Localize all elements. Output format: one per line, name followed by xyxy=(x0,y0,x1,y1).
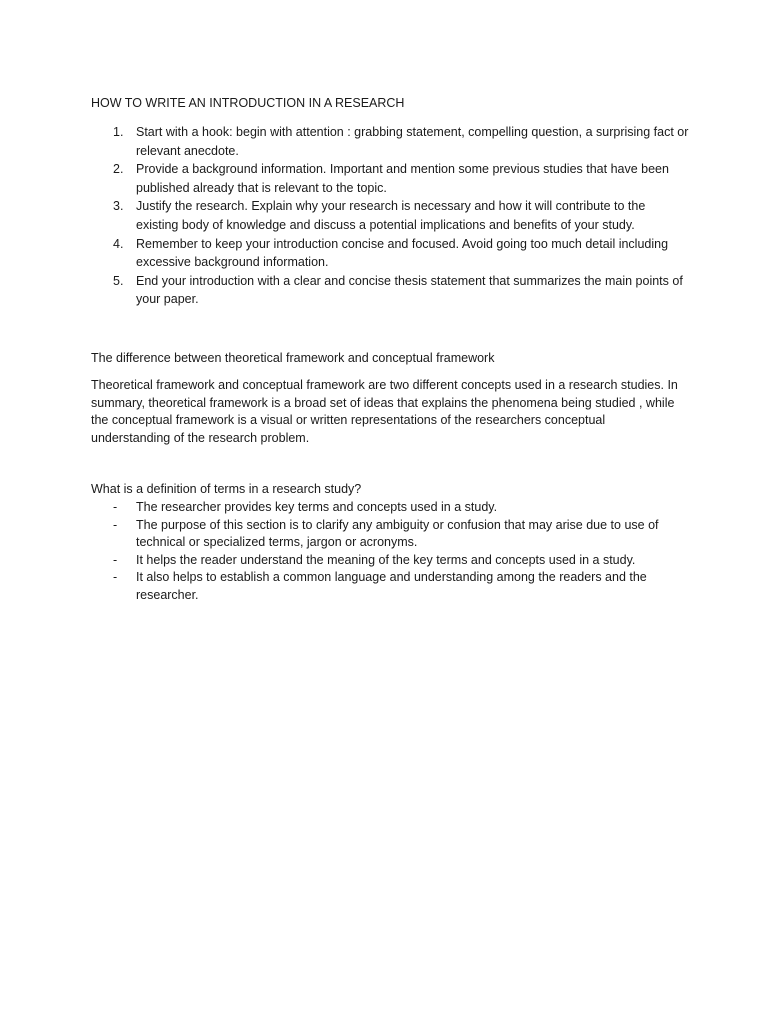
list-item xyxy=(91,123,691,160)
list-item-number: 3. xyxy=(113,199,124,214)
bullet-dash: - xyxy=(113,499,118,514)
definition-question: What is a definition of terms in a research study? xyxy=(91,482,362,497)
list-item-text: Remember to keep your introduction concise and focused. Avoid going too much detail including excessive background information. xyxy=(136,236,669,270)
list-item-text: It helps the reader understand the meaning of the key terms and concepts used in a study. xyxy=(136,552,636,567)
list-item-number: 5. xyxy=(113,273,124,288)
list-item-number: 1. xyxy=(113,125,124,139)
list-item-text: The researcher provides key terms and concepts used in a study. xyxy=(136,499,498,514)
section-spacer xyxy=(91,309,691,349)
document-body xyxy=(91,94,691,604)
bullet-dash: - xyxy=(113,552,118,567)
list-item xyxy=(91,552,691,570)
difference-heading: The difference between theoretical framework and conceptual framework xyxy=(91,350,495,365)
list-item-number: 4. xyxy=(113,236,124,251)
list-item xyxy=(91,160,691,197)
list-item-text: Justify the research. Explain why your research is necessary and how it will contribute to the existing body of knowledge and discuss a potential implications and benefits of your study. xyxy=(136,199,646,232)
bullet-dash: - xyxy=(113,570,118,585)
list-item-text: Provide a background information. Important and mention some previous studies that have been published already that is relevant to the topic. xyxy=(136,162,669,195)
list-item xyxy=(91,197,691,234)
list-item xyxy=(91,569,691,604)
list-item-number: 2. xyxy=(113,162,124,177)
list-item xyxy=(91,272,691,309)
list-item-text: The purpose of this section is to clarify any ambiguity or confusion that may arise due to use of technical or specialized terms, jargon or acronyms. xyxy=(136,517,659,550)
bullet-dash: - xyxy=(113,517,118,532)
list-item xyxy=(91,499,691,517)
list-item-text: Start with a hook: begin with attention : grabbing statement, compelling question, a surprising fact or relevant anecdote. xyxy=(136,125,689,158)
list-item xyxy=(91,517,691,552)
list-item-text: It also helps to establish a common language and understanding among the readers and the researcher. xyxy=(136,570,647,602)
document-title: HOW TO WRITE AN INTRODUCTION IN A RESEARCH xyxy=(91,96,405,110)
list-item xyxy=(91,235,691,272)
introduction-steps-list xyxy=(91,123,691,309)
list-item-text: End your introduction with a clear and concise thesis statement that summarizes the main points of your paper. xyxy=(136,273,683,307)
definition-bullet-list xyxy=(91,499,691,605)
difference-paragraph: Theoretical framework and conceptual framework are two different concepts used in a research studies. In summary, theoretical framework is a broad set of ideas that explains the phenomena being studied , while the conceptual framework is a visual or written representations of the researchers conceptual understanding of the research problem. xyxy=(91,377,678,445)
section-spacer xyxy=(91,447,691,481)
